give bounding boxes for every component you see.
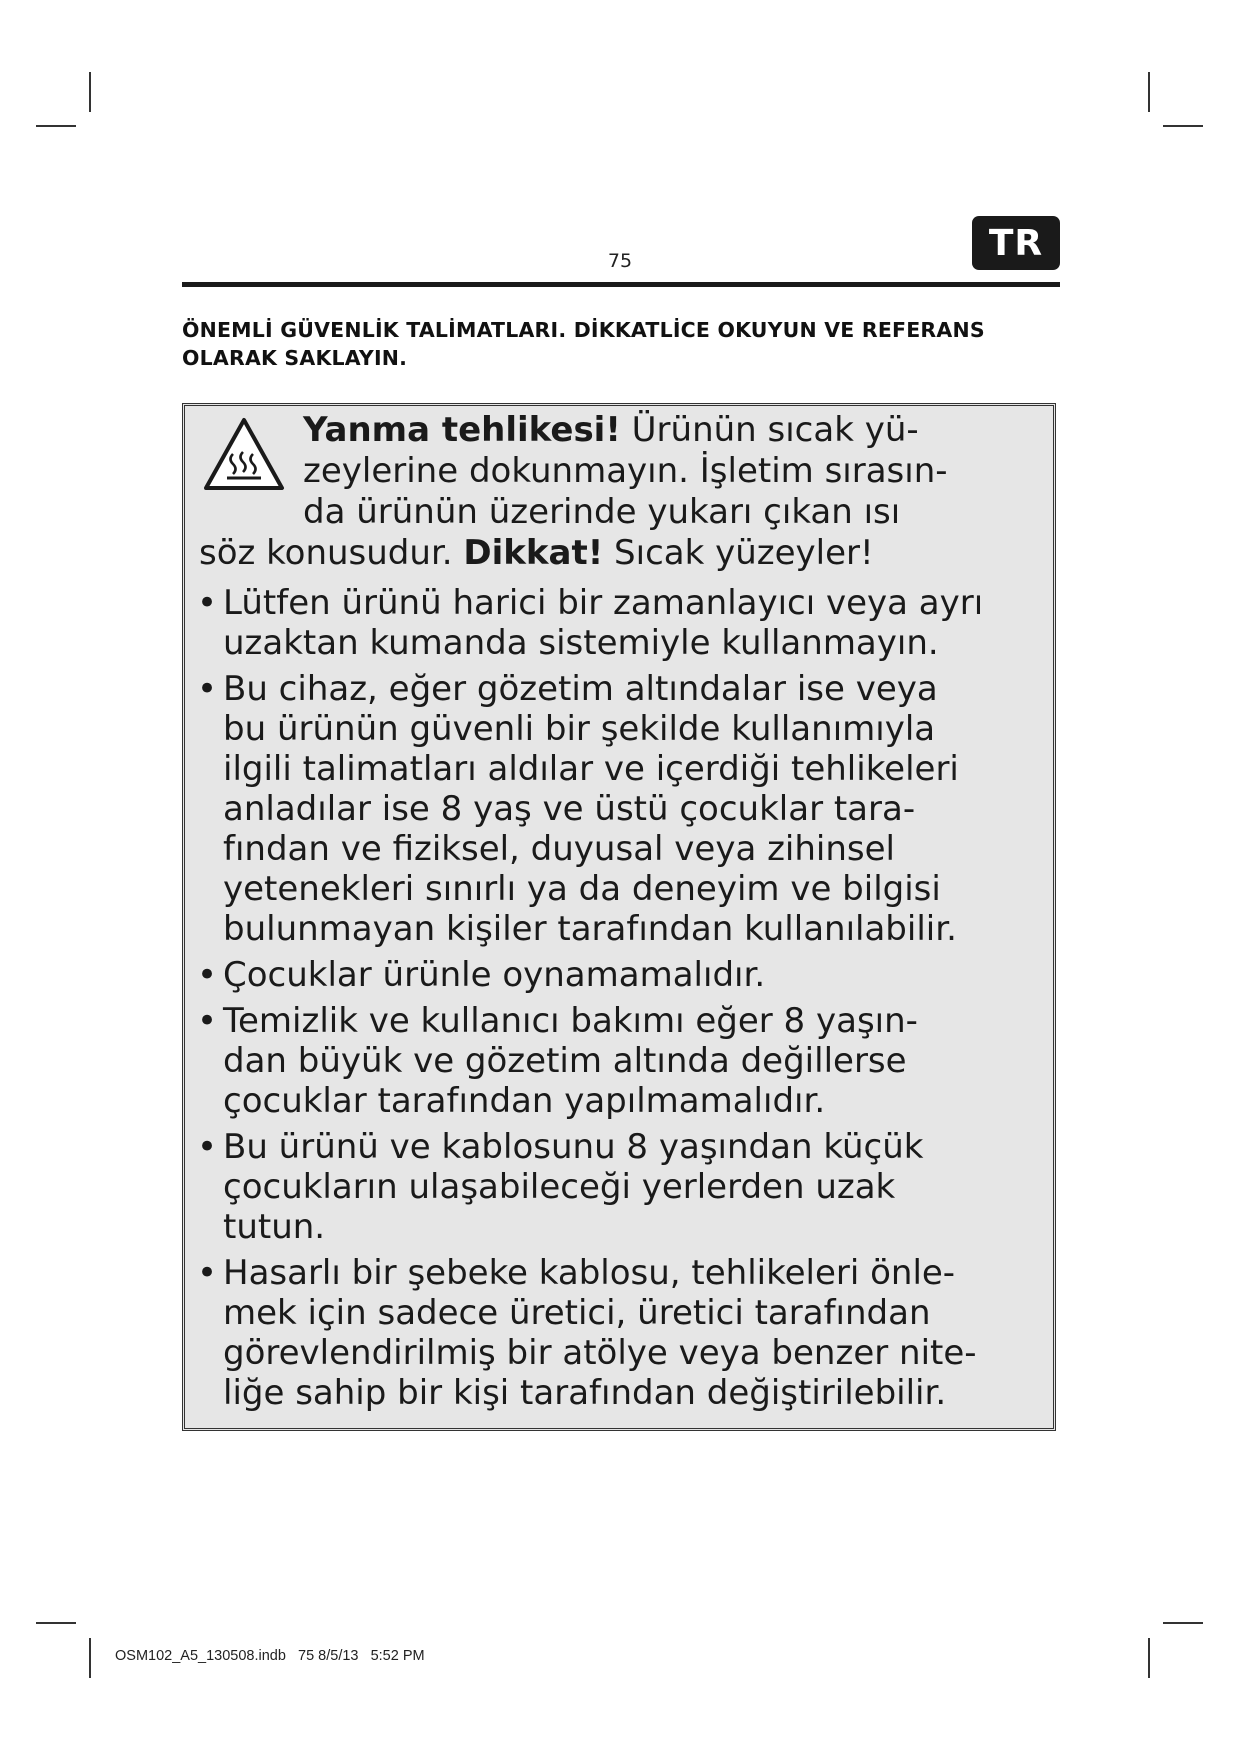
burn-warning-line: da ürünün üzerinde yukarı çıkan ısı <box>303 492 901 532</box>
crop-mark <box>36 1622 76 1624</box>
bullet-line: uzaktan kumanda sistemiyle kullanmayın. <box>223 623 939 663</box>
burn-warning-line: söz konusudur. Dikkat! Sıcak yüzeyler! <box>199 533 874 573</box>
crop-mark <box>89 72 91 112</box>
language-badge: TR <box>972 216 1060 270</box>
bullet-line: Çocuklar ürünle oynamamalıdır. <box>223 955 766 995</box>
page-number: 75 <box>607 250 633 272</box>
bullet-line: çocuklar tarafından yapılmamalıdır. <box>223 1081 826 1121</box>
bullet-line: görevlendirilmiş bir atölye veya benzer nite- <box>223 1333 977 1373</box>
caution-label: Dikkat! <box>463 533 604 573</box>
crop-mark <box>1148 72 1150 112</box>
safety-bullet-item <box>193 669 1053 949</box>
burn-warning-title: Yanma tehlikesi! <box>303 410 621 450</box>
bullet-line: Bu ürünü ve kablosunu 8 yaşından küçük <box>223 1127 924 1167</box>
bullet-line: Temizlik ve kullanıcı bakımı eğer 8 yaşın- <box>223 1001 918 1041</box>
safety-heading <box>182 316 1062 372</box>
safety-bullet-item <box>193 1253 1053 1413</box>
crop-mark <box>1148 1638 1150 1678</box>
crop-mark <box>1163 1622 1203 1624</box>
safety-bullet-item <box>193 1001 1053 1121</box>
safety-heading-line: ÖNEMLİ GÜVENLİK TALİMATLARI. DİKKATLİCE OKUYUN VE REFERANS <box>182 318 985 342</box>
safety-heading-line: OLARAK SAKLAYIN. <box>182 346 408 370</box>
bullet-dot: • <box>197 1253 218 1293</box>
crop-mark <box>1163 125 1203 127</box>
bullet-dot: • <box>197 1001 218 1041</box>
bullet-line: dan büyük ve gözetim altında değillerse <box>223 1041 907 1081</box>
bullet-line: liğe sahip bir kişi tarafından değiştirilebilir. <box>223 1373 947 1413</box>
burn-warning-text <box>199 410 1051 574</box>
bullet-line: anladılar ise 8 yaş ve üstü çocuklar tara- <box>223 789 916 829</box>
warning-box <box>182 403 1056 1431</box>
bullet-line: bulunmayan kişiler tarafından kullanılabilir. <box>223 909 957 949</box>
bullet-dot: • <box>197 955 218 995</box>
crop-mark <box>89 1638 91 1678</box>
safety-bullet-list <box>193 583 1053 1419</box>
bullet-dot: • <box>197 583 218 623</box>
burn-warning-line: Yanma tehlikesi! Ürünün sıcak yü- <box>303 410 919 450</box>
print-slug: OSM102_A5_130508.indb 75 8/5/13 5:52 PM <box>115 1648 425 1664</box>
bullet-line: Lütfen ürünü harici bir zamanlayıcı veya ayrı <box>223 583 984 623</box>
bullet-dot: • <box>197 1127 218 1167</box>
safety-bullet-item <box>193 583 1053 663</box>
crop-mark <box>36 125 76 127</box>
bullet-line: tutun. <box>223 1207 326 1247</box>
bullet-line: Bu cihaz, eğer gözetim altındalar ise veya <box>223 669 938 709</box>
safety-bullet-item <box>193 955 1053 995</box>
bullet-line: mek için sadece üretici, üretici tarafından <box>223 1293 931 1333</box>
burn-warning-line: zeylerine dokunmayın. İşletim sırasın- <box>303 451 948 491</box>
safety-bullet-item <box>193 1127 1053 1247</box>
header-rule <box>182 282 1060 287</box>
bullet-line: bu ürünün güvenli bir şekilde kullanımıyla <box>223 709 936 749</box>
bullet-line: yetenekleri sınırlı ya da deneyim ve bilgisi <box>223 869 941 909</box>
bullet-line: Hasarlı bir şebeke kablosu, tehlikeleri önle- <box>223 1253 956 1293</box>
bullet-line: çocukların ulaşabileceği yerlerden uzak <box>223 1167 896 1207</box>
bullet-line: fından ve fiziksel, duyusal veya zihinsel <box>223 829 895 869</box>
bullet-dot: • <box>197 669 218 709</box>
bullet-line: ilgili talimatları aldılar ve içerdiği tehlikeleri <box>223 749 959 789</box>
